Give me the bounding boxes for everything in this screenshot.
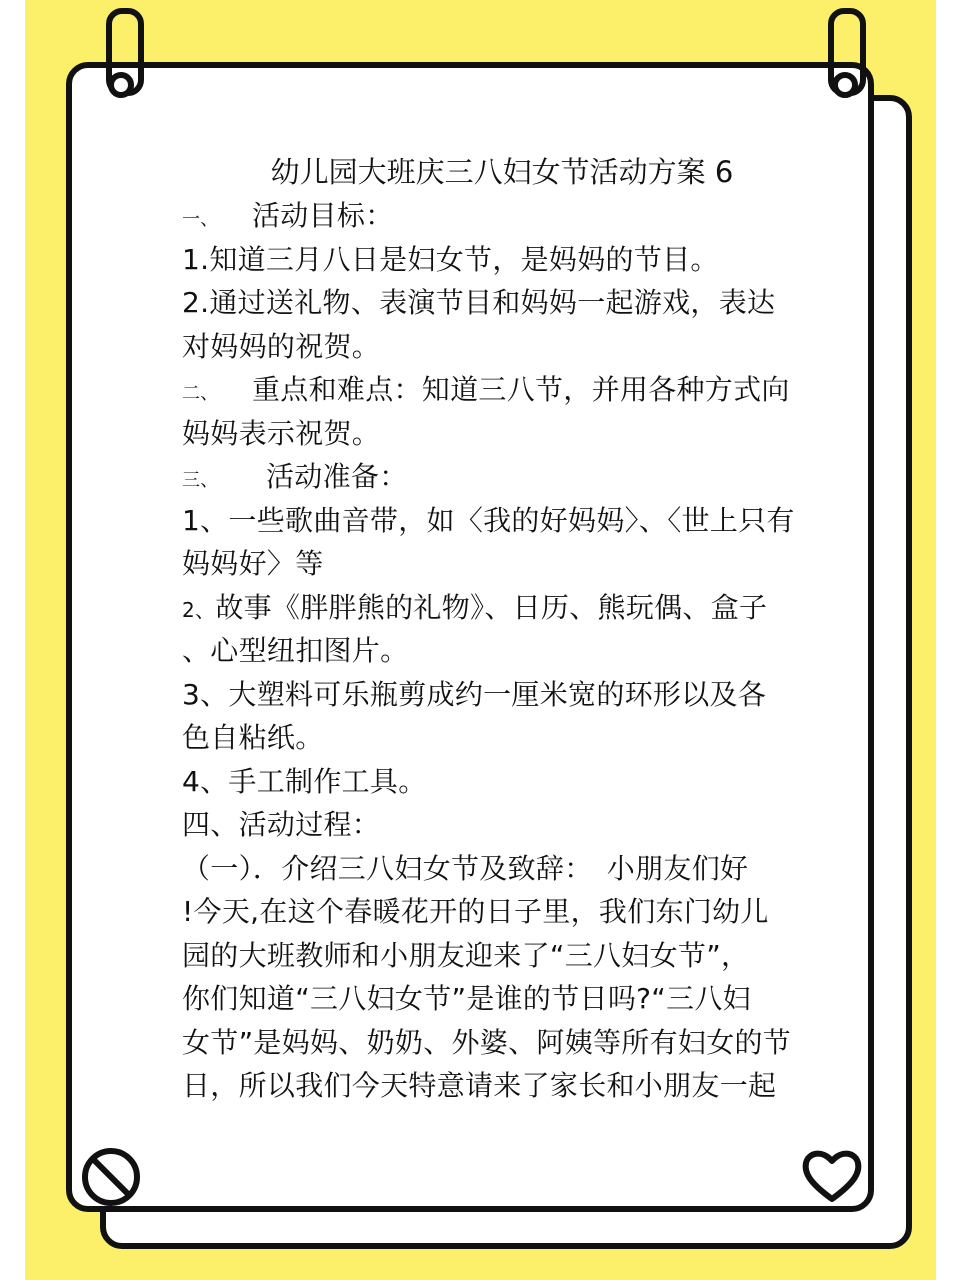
- text-line: 妈妈好〉等: [182, 547, 324, 580]
- section-2-heading: 二、 重点和难点：知道三八节，并用各种方式向: [182, 373, 790, 406]
- text-line: 园的大班教师和小朋友迎来了“三八妇女节”，: [182, 938, 750, 972]
- text-line: （一）．介绍三八妇女节及致辞： 小朋友们好: [182, 851, 749, 885]
- text-line: 1.知道三月八日是妇女节，是妈妈的节目。: [182, 242, 719, 276]
- list-item-2: 2、故事《胖胖熊的礼物》、日历、熊玩偶、盒子: [182, 590, 768, 624]
- right-ring-hole-icon: [832, 72, 858, 98]
- text-line: 日，所以我们今天特意请来了家长和小朋友一起: [182, 1069, 777, 1102]
- document-body: [182, 150, 795, 1108]
- text-line: 妈妈表示祝贺。: [182, 416, 381, 450]
- text-line: 色自粘纸。: [182, 721, 324, 754]
- heart-icon: [800, 1145, 864, 1205]
- text-line: 对妈妈的祝贺。: [182, 329, 381, 363]
- left-ring-hole-icon: [108, 72, 134, 98]
- text-line: 、心型纽扣图片。: [182, 634, 409, 667]
- text-line: 3、大塑料可乐瓶剪成约一厘米宽的环形以及各: [182, 677, 767, 711]
- no-entry-icon: [80, 1146, 142, 1208]
- text-line: 你们知道“三八妇女节”是谁的节日吗?“三八妇: [182, 982, 751, 1015]
- document-title: 幼儿园大班庆三八妇女节活动方案 6: [270, 155, 734, 189]
- section-3-heading: 三、 活动准备：: [182, 460, 408, 493]
- text-line: 2.通过送礼物、表演节目和妈妈一起游戏，表达: [182, 286, 776, 319]
- section-4-heading: 四、活动过程：: [182, 808, 381, 841]
- text-line: 1、一些歌曲音带，如〈我的好妈妈〉、〈世上只有: [182, 503, 795, 537]
- text-line: 女节”是妈妈、奶奶、外婆、阿姨等所有妇女的节: [182, 1025, 792, 1059]
- section-1-heading: 一、 活动目标：: [182, 199, 394, 232]
- text-line: !今天,在这个春暖花开的日子里，我们东门幼儿: [182, 895, 769, 928]
- text-line: 4、手工制作工具。: [182, 764, 427, 798]
